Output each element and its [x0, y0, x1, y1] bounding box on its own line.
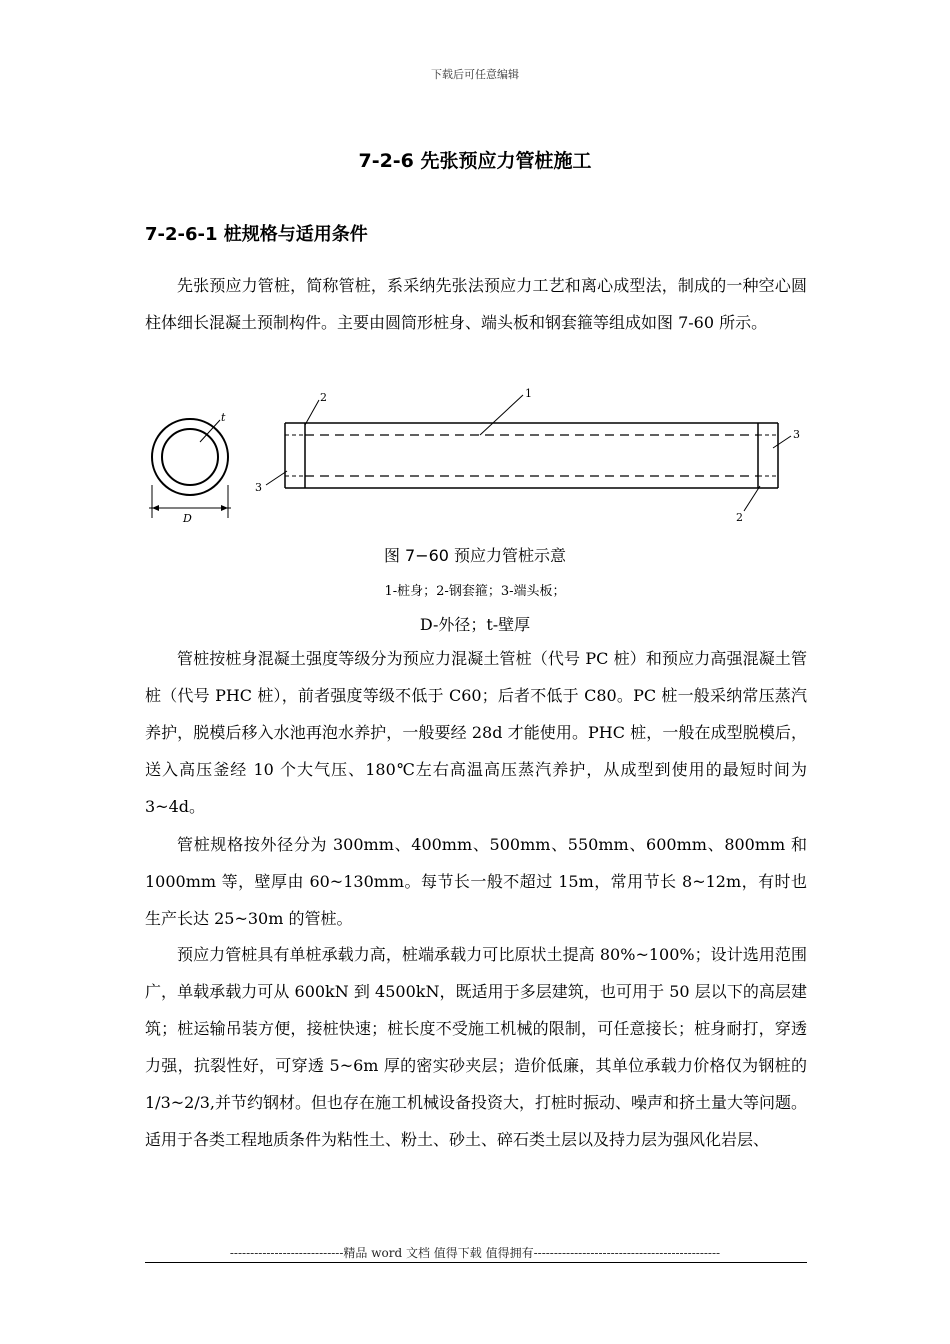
diameter-label: D [183, 512, 192, 525]
paragraph-intro: 先张预应力管桩，简称管桩，系采纳先张法预应力工艺和离心成型法，制成的一种空心圆柱体细长混凝土预制构件。主要由圆筒形桩身、端头板和钢套箍等组成如图 7-60 所示。 [145, 276, 807, 332]
label-end-plate-3-right: 3 [793, 428, 800, 441]
footer-divider [145, 1262, 807, 1263]
end-plate-left [285, 423, 305, 488]
label-end-plate-3-left: 3 [255, 481, 262, 494]
label-steel-hoop-2-top: 2 [320, 391, 327, 404]
paragraph-specifications: 管桩规格按外径分为 300mm、400mm、500mm、550mm、600mm、800mm 和 1000mm 等，壁厚由 60~130mm。每节长一般不超过 15m，常用节长 8~12m，有时也生产长达 25~30m 的管桩。 [145, 835, 807, 928]
section-heading: 7-2-6-1 桩规格与适用条件 [145, 224, 368, 245]
end-plate-right [758, 423, 778, 488]
header-note: 下载后可任意编辑 [431, 68, 519, 81]
footer-text: ----------------------------精品 word 文档 值得下载 值得拥有---------------------------------------------- [229, 1246, 721, 1260]
label-pile-body-1: 1 [525, 387, 532, 400]
paragraph-advantages: 预应力管桩具有单桩承载力高，桩端承载力可比原状土提高 80%~100%；设计选用范围广，单载承载力可从 600kN 到 4500kN，既适用于多层建筑，也可用于 50 层以下的高层建筑；桩运输吊装方便，接桩快速；桩长度不受施工机械的限制，可任意接长；桩身耐打，穿透力强，抗裂性好，可穿透 5~6m 厚的密实砂夹层；造价低廉，其单位承载力价格仅为钢桩的 1/3~2/3,并节约钢材。但也存在施工机械设备投资大，打桩时振动、噪声和挤土量大等问题。适用于各类工程地质条件为粘性土、粉土、砂土、碎石类土层以及持力层为强风化岩层、 [145, 945, 807, 1149]
label-steel-hoop-2-bottom: 2 [736, 511, 743, 524]
pile-diagram [145, 385, 815, 525]
wall-thickness-label: t [221, 411, 226, 424]
paragraph-classification: 管桩按桩身混凝土强度等级分为预应力混凝土管桩（代号 PC 桩）和预应力高强混凝土管桩（代号 PHC 桩），前者强度等级不低于 C60；后者不低于 C80。PC 桩一般采纳常压蒸汽养护，脱模后移入水池再泡水养护，一般要经 28d 才能使用。PHC 桩，一般在成型脱模后，送入高压釜经 10 个大气压、180℃左右高温高压蒸汽养护，从成型到使用的最短时间为 3~4d。 [145, 649, 807, 816]
figure-legend-symbols: D-外径；t-壁厚 [419, 615, 531, 634]
figure-legend-parts: 1-桩身；2-钢套箍；3-端头板； [384, 584, 566, 599]
page-title: 7-2-6 先张预应力管桩施工 [358, 150, 592, 172]
pile-cross-section [149, 419, 231, 518]
pile-body [285, 423, 778, 488]
figure-caption: 图 7−60 预应力管桩示意 [383, 546, 567, 565]
